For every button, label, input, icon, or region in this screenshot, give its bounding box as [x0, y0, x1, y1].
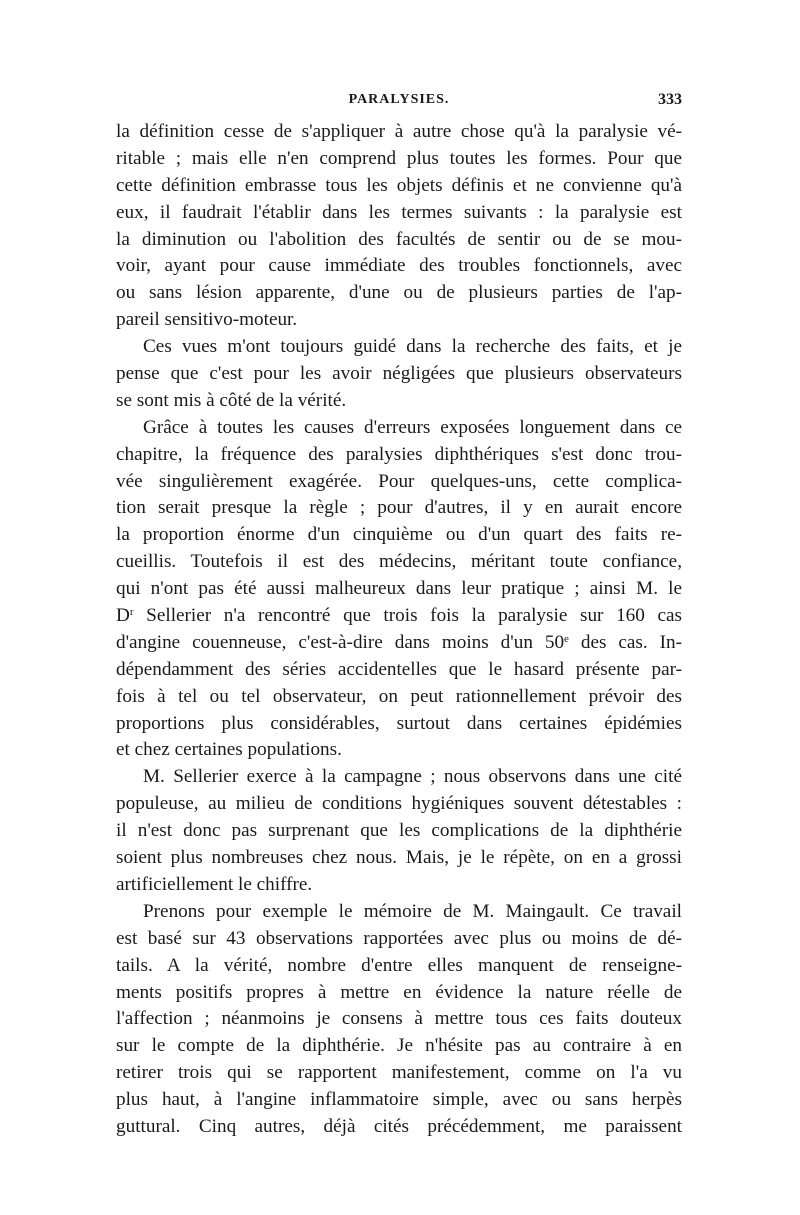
text-line: artificiellement le chiffre. — [116, 873, 313, 895]
text-line: se sont mis à côté de la vérité. — [116, 389, 347, 411]
text-line: tails. A la vérité, nombre d'entre elles manquent de renseigne- — [116, 954, 682, 976]
text-line: sur le compte de la diphthérie. Je n'hésite pas au contraire à en — [116, 1035, 682, 1057]
running-head — [116, 92, 682, 118]
text-line: qui n'ont pas été aussi malheureux dans leur pratique ; ainsi M. le — [116, 578, 682, 600]
text-line: proportions plus considérables, surtout dans certaines épidémies — [116, 712, 682, 734]
page-number: 333 — [658, 91, 682, 108]
text-line: guttural. Cinq autres, déjà cités précédemment, me paraissent — [116, 1115, 682, 1137]
text-line: est basé sur 43 observations rapportées avec plus ou moins de dé- — [116, 927, 682, 949]
text-line: M. Sellerier exerce à la campagne ; nous observons dans une cité — [143, 766, 682, 788]
text-line — [116, 603, 682, 630]
text-line: populeuse, au milieu de conditions hygiéniques souvent détestables : — [116, 793, 682, 815]
text-line: Grâce à toutes les causes d'erreurs exposées longuement dans ce — [143, 416, 682, 438]
text-line: retirer trois qui se rapportent manifestement, comme on l'a vu — [116, 1062, 682, 1084]
text-line: Prenons pour exemple le mémoire de M. Maingault. Ce travail — [143, 900, 682, 922]
text-line: plus haut, à l'angine inflammatoire simple, avec ou sans herpès — [116, 1089, 682, 1111]
text-fragment: des cas. In- — [568, 631, 682, 653]
text-line: vée singulièrement exagérée. Pour quelques-uns, cette complica- — [116, 470, 682, 492]
text-line: dépendamment des séries accidentelles que le hasard présente par- — [116, 658, 682, 680]
chapter-title: PARALYSIES. — [348, 92, 450, 107]
superscript: e — [564, 632, 569, 645]
text-line: tion serait presque la règle ; pour d'autres, il y en aurait encore — [116, 497, 682, 519]
text-fragment: D — [116, 605, 130, 627]
text-line: et chez certaines populations. — [116, 739, 342, 761]
text-line: pense que c'est pour les avoir négligées que plusieurs observateurs — [116, 363, 682, 385]
text-line: cueillis. Toutefois il est des médecins, méritant toute confiance, — [116, 551, 682, 573]
text-line: Ces vues m'ont toujours guidé dans la recherche des faits, et je — [143, 336, 682, 358]
text-line: cette définition embrasse tous les objets définis et ne convienne qu'à — [116, 174, 682, 196]
text-line: fois à tel ou tel observateur, on peut rationnellement prévoir des — [116, 685, 682, 707]
text-line: l'affection ; néanmoins je consens à mettre tous ces faits douteux — [116, 1008, 682, 1030]
superscript: r — [129, 606, 134, 619]
text-line: ritable ; mais elle n'en comprend plus toutes les formes. Pour que — [116, 147, 682, 169]
text-line: voir, ayant pour cause immédiate des troubles fonctionnels, avec — [116, 255, 682, 277]
text-line: soient plus nombreuses chez nous. Mais, je le répète, on en a grossi — [116, 847, 682, 869]
text-line: il n'est donc pas surprenant que les complications de la diphthérie — [116, 820, 682, 842]
text-line — [116, 630, 682, 657]
text-line: eux, il faudrait l'établir dans les termes suivants : la paralysie est — [116, 201, 682, 223]
text-line: chapitre, la fréquence des paralysies diphthériques s'est donc trou- — [116, 443, 682, 465]
text-line: ou sans lésion apparente, d'une ou de plusieurs parties de l'ap- — [116, 282, 682, 304]
text-line: la proportion énorme d'un cinquième ou d'un quart des faits re- — [116, 524, 682, 546]
body-text — [116, 119, 682, 1141]
text-line: la définition cesse de s'appliquer à autre chose qu'à la paralysie vé- — [116, 121, 682, 142]
text-fragment: Sellerier n'a rencontré que trois fois la paralysie sur 160 cas — [133, 605, 682, 627]
text-fragment: d'angine couenneuse, c'est-à-dire dans moins d'un 50 — [116, 631, 565, 653]
text-line: la diminution ou l'abolition des facultés de sentir ou de se mou- — [116, 228, 682, 250]
text-line: pareil sensitivo-moteur. — [116, 309, 298, 331]
text-line: ments positifs propres à mettre en évidence la nature réelle de — [116, 981, 682, 1003]
